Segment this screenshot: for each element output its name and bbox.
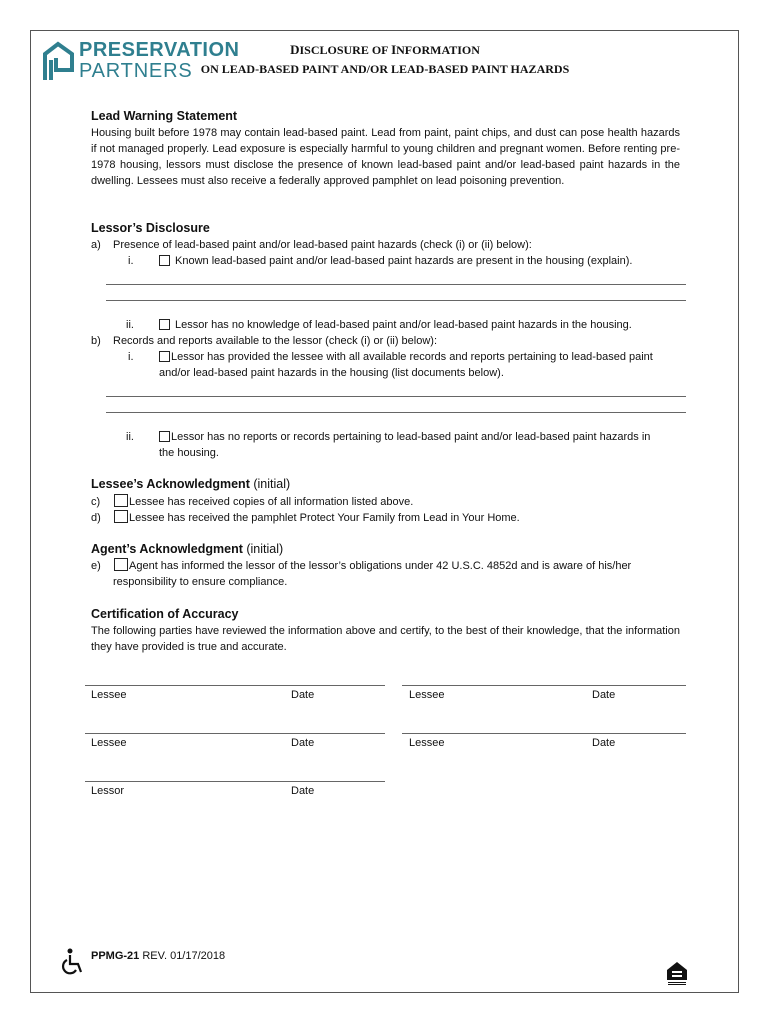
warning-heading: Lead Warning Statement <box>91 109 238 123</box>
label-lessee-2: Lessee <box>409 689 445 701</box>
signature-line-lessee-3[interactable] <box>85 733 385 734</box>
label-date-4: Date <box>592 737 616 749</box>
accessibility-icon <box>60 948 84 978</box>
explain-line-1[interactable] <box>106 284 686 285</box>
checkbox-a-ii[interactable] <box>159 319 170 330</box>
initial-box-c[interactable] <box>114 494 128 507</box>
item-b-ii-text-cont: the housing. <box>159 447 219 459</box>
checkbox-b-ii[interactable] <box>159 431 170 442</box>
item-c-text: Lessee has received copies of all information listed above. <box>129 496 414 508</box>
label-lessor: Lessor <box>91 785 125 797</box>
lessor-heading: Lessor’s Disclosure <box>91 221 210 235</box>
equal-housing-icon <box>665 960 689 986</box>
documents-line-2[interactable] <box>106 412 686 413</box>
item-e-text-cont: responsibility to ensure compliance. <box>113 576 288 588</box>
documents-line-1[interactable] <box>106 396 686 397</box>
form-code: PPMG-21 REV. 01/17/2018 <box>91 950 226 962</box>
warning-body: Housing built before 1978 may contain lead-based paint. Lead from paint, paint chips, and dust can pose health hazards if not managed properly. Lead exposure is especially harmful to young children and pregnant women. Before renting pre-1978 housing, lessors must disclose the presence of known lead-based paint and/or lead-based paint hazards in the dwelling. Lessees must also receive a federally approved pamphlet on lead poisoning prevention. <box>91 127 680 187</box>
signature-line-lessor[interactable] <box>85 781 385 782</box>
explain-line-2[interactable] <box>106 300 686 301</box>
item-e-label: e) <box>91 560 101 572</box>
agent-ack-heading: Agent’s Acknowledgment (initial) <box>91 542 284 556</box>
initial-box-e[interactable] <box>114 558 128 571</box>
cert-heading: Certification of Accuracy <box>91 607 239 621</box>
item-e-text: Agent has informed the lessor of the lessor’s obligations under 42 U.S.C. 4852d and is aware of his/her <box>129 560 632 572</box>
item-a-i <box>159 253 632 269</box>
item-a-ii-text: Lessor has no knowledge of lead-based paint and/or lead-based paint hazards in the housing. <box>175 319 632 331</box>
label-date-3: Date <box>291 737 315 749</box>
signature-line-lessee-2[interactable] <box>402 685 686 686</box>
label-date-2: Date <box>592 689 616 701</box>
preservation-partners-logo <box>42 39 240 84</box>
logo-line1: PRESERVATION <box>79 39 240 61</box>
item-d-text: Lessee has received the pamphlet Protect Your Family from Lead in Your Home. <box>129 512 520 524</box>
signature-line-lessee-1[interactable] <box>85 685 385 686</box>
item-b-ii <box>159 429 650 445</box>
checkbox-b-i[interactable] <box>159 351 170 362</box>
item-b-i-text-cont: and/or lead-based paint hazards in the housing (list documents below). <box>159 367 504 379</box>
item-d <box>114 510 520 526</box>
cert-body: The following parties have reviewed the information above and certify, to the best of their knowledge, that the information they have provided is true and accurate. <box>91 625 680 653</box>
label-date-5: Date <box>291 785 315 797</box>
item-b-i-text: Lessor has provided the lessee with all available records and reports pertaining to lead-based paint <box>171 351 653 363</box>
item-a-ii-label: ii. <box>126 319 134 331</box>
label-lessee-4: Lessee <box>409 737 445 749</box>
label-date-1: Date <box>291 689 315 701</box>
item-a-label: a) <box>91 239 101 251</box>
item-b-ii-text: Lessor has no reports or records pertaining to lead-based paint and/or lead-based paint hazards in <box>171 431 651 443</box>
item-a-text: Presence of lead-based paint and/or lead-based paint hazards (check (i) or (ii) below): <box>113 239 532 251</box>
lessee-ack-heading: Lessee’s Acknowledgment (initial) <box>91 477 291 491</box>
label-lessee-3: Lessee <box>91 737 127 749</box>
logo-line2: PARTNERS <box>79 60 193 82</box>
item-c-label: c) <box>91 496 101 508</box>
document-title-line2: ON LEAD-BASED PAINT AND/OR LEAD-BASED PAINT HAZARDS <box>200 62 570 76</box>
document-title: DISCLOSURE OF INFORMATION ON LEAD-BASED PAINT AND/OR LEAD-BASED PAINT HAZARDS <box>200 40 570 79</box>
logo-mark-icon <box>42 40 76 82</box>
item-b-ii-label: ii. <box>126 431 134 443</box>
label-lessee-1: Lessee <box>91 689 127 701</box>
item-b-text: Records and reports available to the lessor (check (i) or (ii) below): <box>113 335 438 347</box>
initial-box-d[interactable] <box>114 510 128 523</box>
item-a-i-text: Known lead-based paint and/or lead-based paint hazards are present in the housing (explain). <box>175 255 633 267</box>
checkbox-a-i[interactable] <box>159 255 170 266</box>
item-a-i-label: i. <box>128 255 134 267</box>
item-c <box>114 494 413 510</box>
item-b-i-label: i. <box>128 351 134 363</box>
item-d-label: d) <box>91 512 101 524</box>
item-b-label: b) <box>91 335 101 347</box>
item-a-ii <box>159 317 632 333</box>
signature-line-lessee-4[interactable] <box>402 733 686 734</box>
item-e <box>114 558 631 574</box>
item-b-i <box>159 349 653 365</box>
